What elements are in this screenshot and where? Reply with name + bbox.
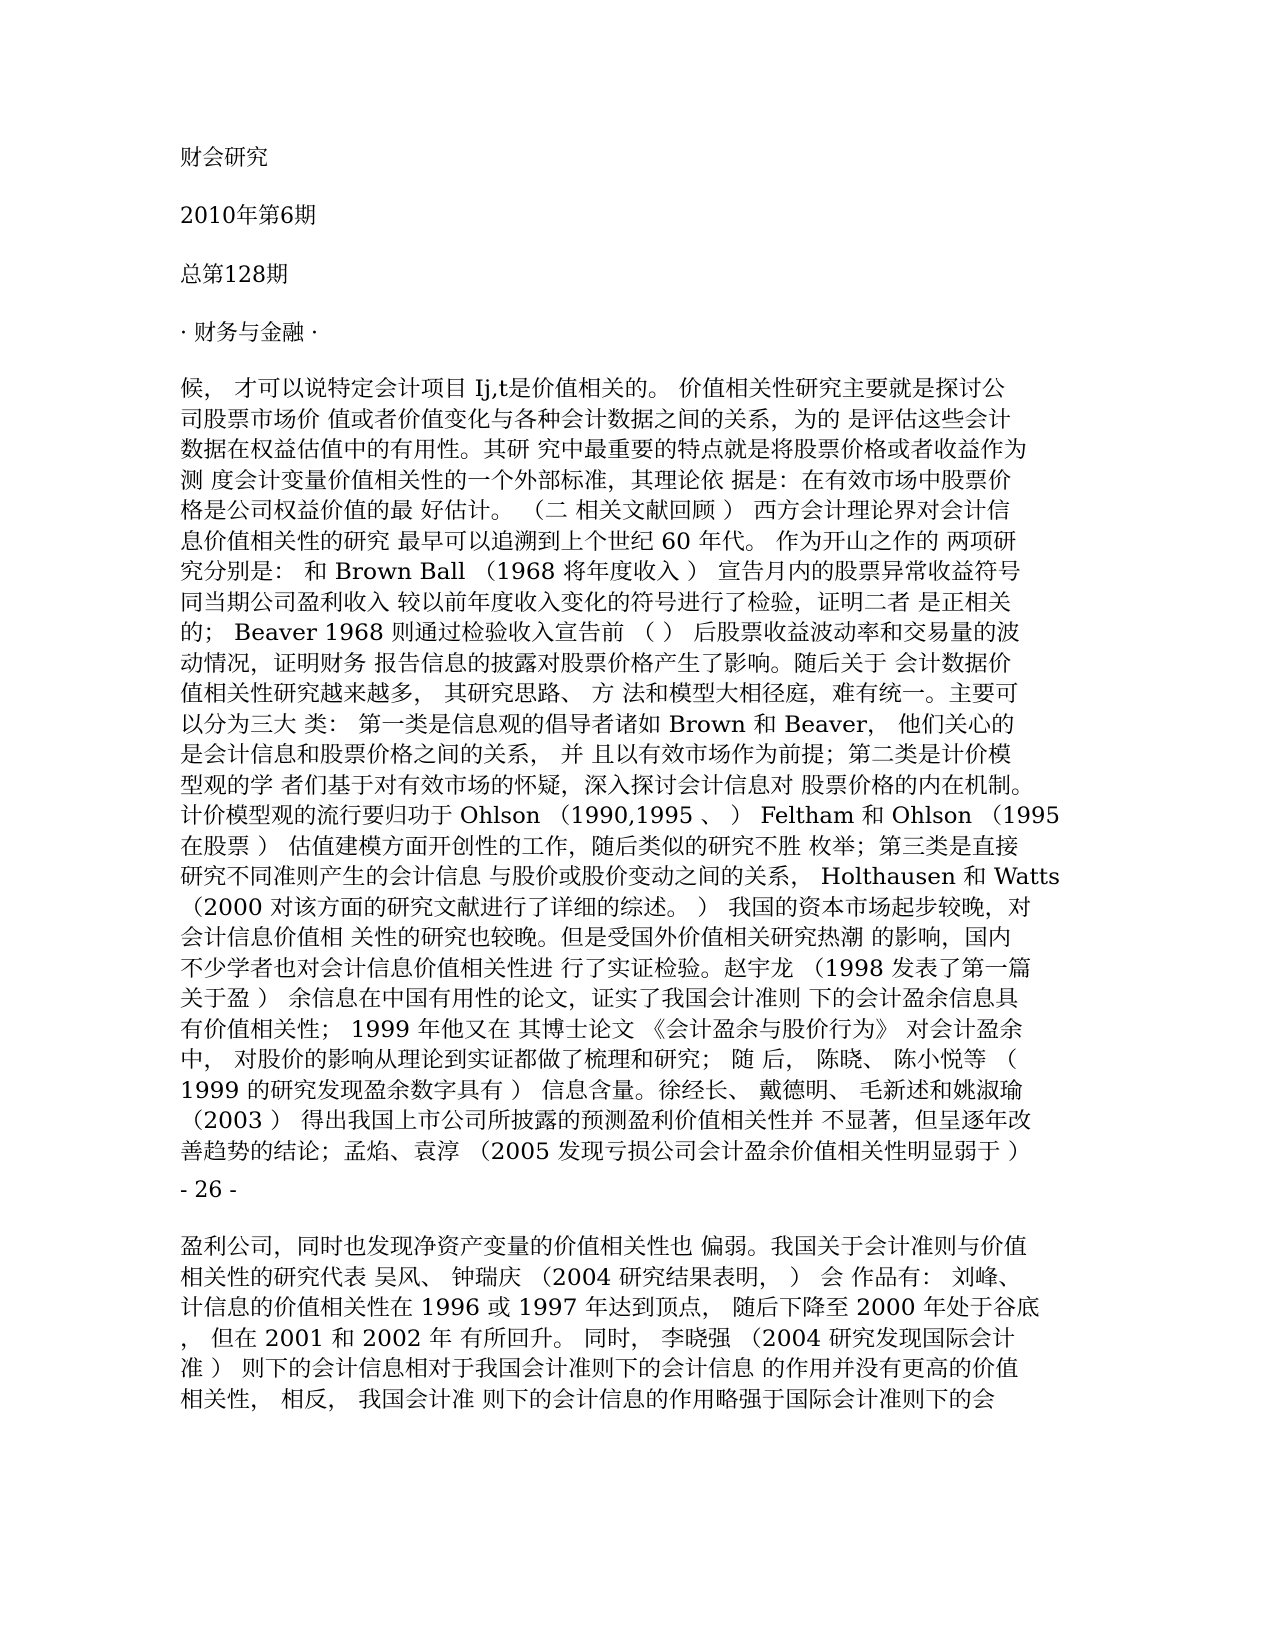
text-line: 关于盈 ） 余信息在中国有用性的论文，证实了我国会计准则 下的会计盈余信息具 <box>180 987 1019 1012</box>
text-line: 有价值相关性； 1999 年他又在 其博士论文 《会计盈余与股价行为》 对会计盈余 <box>180 1017 1023 1043</box>
journal-name: 财会研究 <box>180 146 269 171</box>
text-line: 息价值相关性的研究 最早可以追溯到上个世纪 60 年代。 作为开山之作的 两项研 <box>180 529 1017 555</box>
text-line: 相关性， 相反， 我国会计准 则下的会计信息的作用略强于国际会计准则下的会 <box>180 1387 996 1413</box>
text-line: 的； Beaver 1968 则通过检验收入宣告前 （ ） 后股票收益波动率和交易量的波 <box>180 621 1020 646</box>
text-line: 动情况，证明财务 报告信息的披露对股票价格产生了影响。随后关于 会计数据价 <box>180 651 1012 677</box>
text-line: 在股票 ） 估值建模方面开创性的工作，随后类似的研究不胜 枚举；第三类是直接 <box>180 834 1019 860</box>
text-line: 候， 才可以说特定会计项目 Ij,t是价值相关的。 价值相关性研究主要就是探讨公 <box>180 377 1006 402</box>
text-line: 同当期公司盈利收入 较以前年度收入变化的符号进行了检验，证明二者 是正相关 <box>180 590 1012 616</box>
page-number: - 26 - <box>180 1178 237 1203</box>
issue-number: 2010年第6期 <box>180 204 316 229</box>
text-line: 司股票市场价 值或者价值变化与各种会计数据之间的关系，为的 是评估这些会计 <box>180 407 1012 433</box>
text-line: 相关性的研究代表 吴风、 钟瑞庆 （2004 研究结果表明， ） 会 作品有： 刘峰、 <box>180 1265 1022 1291</box>
text-line: 善趋势的结论；孟焰、袁淳 （2005 发现亏损公司会计盈余价值相关性明显弱于 ） <box>180 1139 1032 1165</box>
body-text-block <box>180 1233 1060 1416</box>
text-line: 盈利公司，同时也发现净资产变量的价值相关性也 偏弱。我国关于会计准则与价值 <box>180 1235 1027 1260</box>
text-line: 会计信息价值相 关性的研究也较晚。但是受国外价值相关研究热潮 的影响，国内 <box>180 926 1012 951</box>
text-line: 究分别是： 和 Brown Ball （1968 将年度收入 ） 宣告月内的股票异常收益符号 <box>180 560 1021 585</box>
text-line: 计信息的价值相关性在 1996 或 1997 年达到顶点， 随后下降至 2000 年处于谷底 <box>180 1296 1040 1321</box>
body-text-block <box>180 375 1060 1168</box>
text-line: 测 度会计变量价值相关性的一个外部标准，其理论依 据是：在有效市场中股票价 <box>180 468 1012 494</box>
text-line: 准 ） 则下的会计信息相对于我国会计准则下的会计信息 的作用并没有更高的价值 <box>180 1357 1019 1382</box>
text-line: ， 但在 2001 和 2002 年 有所回升。 同时， 李晓强 （2004 研究发现国际会计 <box>180 1326 1016 1352</box>
text-line: 1999 的研究发现盈余数字具有 ） 信息含量。徐经长、 戴德明、 毛新述和姚淑瑜 <box>180 1078 1023 1104</box>
text-line: 格是公司权益价值的最 好估计。 （二 相关文献回顾 ） 西方会计理论界对会计信 <box>180 499 1010 524</box>
text-line: 研究不同准则产生的会计信息 与股价或股价变动之间的关系， Holthausen 和 Watts <box>180 865 1060 890</box>
total-issue-number: 总第128期 <box>180 263 288 288</box>
text-line: 不少学者也对会计信息价值相关性进 行了实证检验。赵宇龙 （1998 发表了第一篇 <box>180 956 1032 982</box>
text-line: 值相关性研究越来越多， 其研究思路、 方 法和模型大相径庭，难有统一。主要可 <box>180 682 1019 707</box>
text-line: 计价模型观的流行要归功于 Ohlson （1990,1995 、 ） Feltham 和 Ohlson （1995 <box>180 804 1060 829</box>
text-line: 数据在权益估值中的有用性。其研 究中最重要的特点就是将股票价格或者收益作为 <box>180 438 1027 463</box>
text-line: 以分为三大 类： 第一类是信息观的倡导者诸如 Brown 和 Beaver， 他们关心的 <box>180 712 1015 738</box>
text-line: 型观的学 者们基于对有效市场的怀疑，深入探讨会计信息对 股票价格的内在机制。 <box>180 773 1035 799</box>
text-line: 是会计信息和股票价格之间的关系， 并 且以有效市场作为前提；第二类是计价模 <box>180 743 1012 768</box>
text-line: （2003 ） 得出我国上市公司所披露的预测盈利价值相关性并 不显著，但呈逐年改 <box>180 1109 1032 1134</box>
text-line: （2000 对该方面的研究文献进行了详细的综述。 ） 我国的资本市场起步较晚，对 <box>180 895 1032 921</box>
text-line: 中， 对股价的影响从理论到实证都做了梳理和研究； 随 后， 陈晓、 陈小悦等 （ <box>180 1048 1018 1073</box>
section-title: · 财务与金融 · <box>180 321 318 346</box>
